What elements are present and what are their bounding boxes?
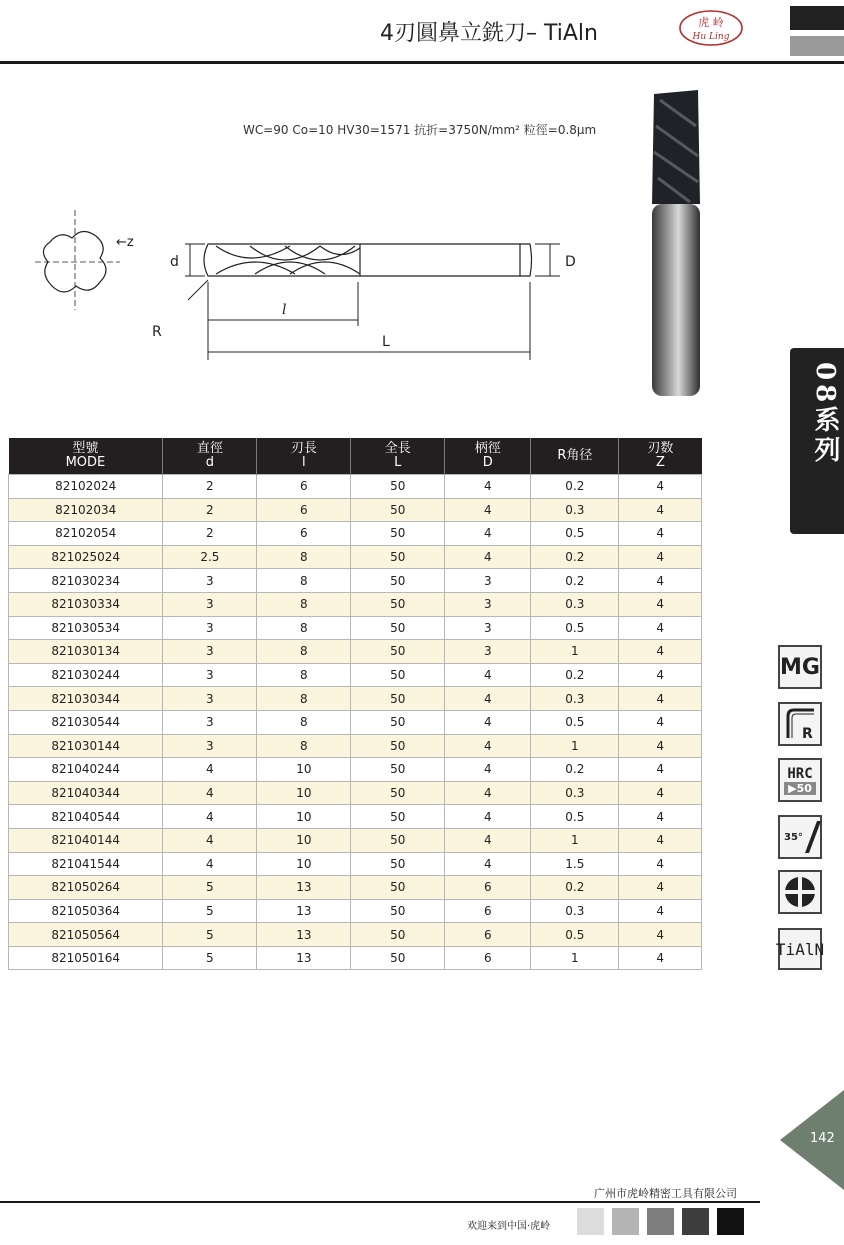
- table-cell: 3: [163, 640, 257, 664]
- tialn-coating-icon: TiAlN: [778, 928, 822, 970]
- table-cell: 2: [163, 522, 257, 546]
- column-header: [163, 438, 257, 475]
- table-cell: 10: [257, 852, 351, 876]
- swatch-2: [612, 1208, 639, 1235]
- table-cell: 4: [619, 545, 702, 569]
- table-cell: 4: [445, 522, 531, 546]
- table-cell: 50: [351, 805, 445, 829]
- table-cell: 821050364: [9, 899, 163, 923]
- table-cell: 1: [531, 828, 619, 852]
- table-cell: 3: [445, 640, 531, 664]
- table-cell: 4: [619, 781, 702, 805]
- table-cell: 4: [163, 852, 257, 876]
- r-text: R: [802, 726, 813, 742]
- company-name: 广州市虎岭精密工具有限公司: [594, 1187, 737, 1200]
- table-cell: 4: [619, 498, 702, 522]
- table-cell: 50: [351, 498, 445, 522]
- table-row: [9, 475, 702, 499]
- table-cell: 821050264: [9, 876, 163, 900]
- table-cell: 0.2: [531, 569, 619, 593]
- header-gray-bar: [790, 36, 844, 56]
- table-cell: 3: [163, 616, 257, 640]
- table-cell: 8: [257, 640, 351, 664]
- table-row: [9, 592, 702, 616]
- column-header-bottom: L: [394, 455, 402, 470]
- column-header-top: 刃長: [290, 441, 317, 456]
- table-cell: 4: [619, 687, 702, 711]
- table-cell: 1: [531, 640, 619, 664]
- table-cell: 8: [257, 616, 351, 640]
- table-cell: 8: [257, 592, 351, 616]
- table-cell: 821030334: [9, 592, 163, 616]
- corner-radius-icon: [778, 702, 822, 746]
- table-cell: 50: [351, 569, 445, 593]
- column-header-top: R角径: [557, 448, 593, 463]
- table-cell: 50: [351, 640, 445, 664]
- hrc-hardness-icon: HRC ▶50: [778, 758, 822, 802]
- column-header-bottom: D: [482, 455, 493, 470]
- table-cell: 4: [619, 475, 702, 499]
- table-cell: 821030244: [9, 663, 163, 687]
- table-cell: 2: [163, 498, 257, 522]
- table-cell: 821030134: [9, 640, 163, 664]
- column-header: [619, 438, 702, 475]
- column-header: [531, 438, 619, 475]
- table-row: [9, 616, 702, 640]
- table-cell: 50: [351, 781, 445, 805]
- table-cell: 4: [619, 663, 702, 687]
- table-cell: 821040344: [9, 781, 163, 805]
- table-cell: 821030144: [9, 734, 163, 758]
- table-cell: 0.5: [531, 616, 619, 640]
- table-row: [9, 710, 702, 734]
- table-cell: 3: [163, 734, 257, 758]
- welcome-text: 欢迎来到中国·虎岭: [467, 1221, 551, 1232]
- table-cell: 50: [351, 687, 445, 711]
- table-cell: 4: [619, 710, 702, 734]
- table-cell: 13: [257, 876, 351, 900]
- table-cell: 4: [445, 781, 531, 805]
- table-cell: 50: [351, 710, 445, 734]
- table-cell: 0.2: [531, 876, 619, 900]
- table-cell: 0.2: [531, 545, 619, 569]
- table-cell: 82102024: [9, 475, 163, 499]
- table-cell: 4: [445, 852, 531, 876]
- table-cell: 50: [351, 475, 445, 499]
- table-cell: 0.2: [531, 758, 619, 782]
- table-cell: 4: [445, 805, 531, 829]
- swatch-5: [717, 1208, 744, 1235]
- column-header: [9, 438, 163, 475]
- table-cell: 4: [619, 899, 702, 923]
- footer-rule: [0, 1201, 760, 1203]
- table-row: [9, 498, 702, 522]
- table-cell: 4: [445, 710, 531, 734]
- table-cell: 6: [257, 475, 351, 499]
- R-label: R: [152, 324, 162, 340]
- table-row: [9, 828, 702, 852]
- page-number: 142: [810, 1131, 835, 1146]
- table-cell: 821050564: [9, 923, 163, 947]
- column-header-bottom: MODE: [65, 455, 106, 470]
- table-cell: 821040144: [9, 828, 163, 852]
- table-cell: 10: [257, 758, 351, 782]
- helix-angle-icon: 35°: [778, 815, 822, 859]
- table-cell: 0.5: [531, 923, 619, 947]
- header-dark-bar: [790, 6, 844, 30]
- series-label: 08系列: [810, 362, 840, 467]
- table-row: [9, 640, 702, 664]
- swatch-4: [682, 1208, 709, 1235]
- table-cell: 4: [445, 498, 531, 522]
- table-cell: 82102054: [9, 522, 163, 546]
- table-cell: 3: [445, 616, 531, 640]
- table-row: [9, 545, 702, 569]
- tool-drawing: [20, 200, 576, 370]
- table-cell: 6: [445, 923, 531, 947]
- table-cell: 5: [163, 899, 257, 923]
- material-spec: WC=90 Co=10 HV30=1571 抗折=3750N/mm² 粒徑=0.8μm: [243, 123, 597, 137]
- table-cell: 0.3: [531, 781, 619, 805]
- table-cell: 4: [163, 805, 257, 829]
- table-cell: 50: [351, 899, 445, 923]
- cross-section-view: [35, 210, 120, 310]
- table-cell: 5: [163, 946, 257, 970]
- z-label: ←z: [116, 235, 134, 250]
- table-cell: 5: [163, 923, 257, 947]
- table-cell: 50: [351, 876, 445, 900]
- header-rule: [0, 61, 844, 64]
- table-cell: 5: [163, 876, 257, 900]
- column-header: [445, 438, 531, 475]
- table-cell: 2.5: [163, 545, 257, 569]
- flute-count-icon: [778, 870, 822, 914]
- end-mill-photo: [638, 86, 718, 406]
- table-row: [9, 876, 702, 900]
- table-cell: 50: [351, 734, 445, 758]
- table-cell: 4: [619, 758, 702, 782]
- table-cell: 4: [619, 923, 702, 947]
- table-row: [9, 663, 702, 687]
- table-cell: 821025024: [9, 545, 163, 569]
- column-header-top: 柄徑: [474, 441, 501, 456]
- D-label: D: [565, 254, 576, 270]
- column-header: [351, 438, 445, 475]
- table-cell: 50: [351, 923, 445, 947]
- table-row: [9, 805, 702, 829]
- table-cell: 0.2: [531, 663, 619, 687]
- table-cell: 6: [257, 522, 351, 546]
- table-cell: 4: [163, 781, 257, 805]
- table-cell: 4: [619, 828, 702, 852]
- table-cell: 4: [445, 734, 531, 758]
- column-header-top: 刃数: [647, 441, 674, 456]
- table-cell: 4: [619, 734, 702, 758]
- table-cell: 821030534: [9, 616, 163, 640]
- table-cell: 10: [257, 805, 351, 829]
- table-cell: 13: [257, 923, 351, 947]
- table-cell: 4: [619, 616, 702, 640]
- table-cell: 821050164: [9, 946, 163, 970]
- table-cell: 50: [351, 545, 445, 569]
- column-header: [257, 438, 351, 475]
- column-header-bottom: d: [205, 455, 214, 470]
- table-cell: 82102034: [9, 498, 163, 522]
- table-cell: 821041544: [9, 852, 163, 876]
- table-cell: 2: [163, 475, 257, 499]
- table-row: [9, 687, 702, 711]
- table-cell: 13: [257, 946, 351, 970]
- table-cell: 4: [619, 946, 702, 970]
- table-cell: 0.2: [531, 475, 619, 499]
- column-header-top: 型號: [72, 441, 99, 456]
- brand-logo: [678, 8, 744, 48]
- table-cell: 0.3: [531, 899, 619, 923]
- table-cell: 1.5: [531, 852, 619, 876]
- table-cell: 3: [445, 592, 531, 616]
- table-row: [9, 923, 702, 947]
- end-mill-side-view: [204, 244, 532, 276]
- table-cell: 4: [445, 475, 531, 499]
- table-cell: 13: [257, 899, 351, 923]
- table-cell: 4: [163, 758, 257, 782]
- table-cell: 0.3: [531, 687, 619, 711]
- table-row: [9, 852, 702, 876]
- table-cell: 8: [257, 687, 351, 711]
- table-cell: 6: [445, 876, 531, 900]
- table-cell: 0.5: [531, 805, 619, 829]
- column-header-top: 直徑: [196, 441, 223, 456]
- swatch-1: [577, 1208, 604, 1235]
- table-cell: 8: [257, 545, 351, 569]
- table-cell: 50: [351, 592, 445, 616]
- table-cell: 50: [351, 828, 445, 852]
- table-cell: 4: [445, 687, 531, 711]
- table-cell: 6: [445, 946, 531, 970]
- table-cell: 3: [163, 663, 257, 687]
- table-cell: 10: [257, 828, 351, 852]
- d-label: d: [170, 254, 179, 270]
- L-label: L: [382, 334, 390, 350]
- table-cell: 50: [351, 522, 445, 546]
- table-cell: 1: [531, 734, 619, 758]
- table-cell: 821040544: [9, 805, 163, 829]
- table-cell: 1: [531, 946, 619, 970]
- table-row: [9, 569, 702, 593]
- column-header-bottom: l: [302, 455, 306, 470]
- table-cell: 4: [163, 828, 257, 852]
- table-cell: 3: [163, 710, 257, 734]
- table-cell: 8: [257, 710, 351, 734]
- page-title: 4刃圓鼻立銑刀– TiAln: [380, 21, 598, 46]
- table-cell: 3: [163, 569, 257, 593]
- table-cell: 4: [619, 522, 702, 546]
- table-cell: 3: [163, 687, 257, 711]
- table-cell: 0.3: [531, 592, 619, 616]
- table-cell: 50: [351, 616, 445, 640]
- table-cell: 8: [257, 569, 351, 593]
- svg-text:Hu Ling: Hu Ling: [692, 32, 730, 42]
- table-cell: 4: [619, 876, 702, 900]
- table-cell: 4: [445, 828, 531, 852]
- table-cell: 10: [257, 781, 351, 805]
- table-cell: 6: [257, 498, 351, 522]
- svg-text:虎 岭: 虎 岭: [698, 16, 724, 29]
- table-header-row: [9, 438, 702, 475]
- table-cell: 8: [257, 734, 351, 758]
- l-label: l: [282, 302, 287, 318]
- table-row: [9, 734, 702, 758]
- table-cell: 821030234: [9, 569, 163, 593]
- table-cell: 4: [619, 569, 702, 593]
- table-cell: 0.5: [531, 522, 619, 546]
- table-cell: 6: [445, 899, 531, 923]
- table-cell: 50: [351, 758, 445, 782]
- table-cell: 50: [351, 852, 445, 876]
- table-cell: 4: [445, 545, 531, 569]
- table-cell: 3: [163, 592, 257, 616]
- table-cell: 0.5: [531, 710, 619, 734]
- table-row: [9, 899, 702, 923]
- column-header-bottom: Z: [655, 455, 665, 470]
- table-cell: 4: [445, 663, 531, 687]
- table-cell: 821030544: [9, 710, 163, 734]
- table-cell: 50: [351, 946, 445, 970]
- table-cell: 4: [619, 852, 702, 876]
- table-cell: 0.3: [531, 498, 619, 522]
- specification-table: [8, 438, 702, 970]
- table-cell: 4: [619, 640, 702, 664]
- column-header-top: 全長: [384, 441, 411, 456]
- table-row: [9, 946, 702, 970]
- table-cell: 50: [351, 663, 445, 687]
- table-row: [9, 781, 702, 805]
- table-cell: 4: [619, 805, 702, 829]
- table-cell: 3: [445, 569, 531, 593]
- table-cell: 4: [619, 592, 702, 616]
- mg-grade-icon: MG: [778, 645, 822, 689]
- table-cell: 821030344: [9, 687, 163, 711]
- table-row: [9, 522, 702, 546]
- table-cell: 8: [257, 663, 351, 687]
- table-cell: 4: [445, 758, 531, 782]
- table-row: [9, 758, 702, 782]
- swatch-3: [647, 1208, 674, 1235]
- table-cell: 821040244: [9, 758, 163, 782]
